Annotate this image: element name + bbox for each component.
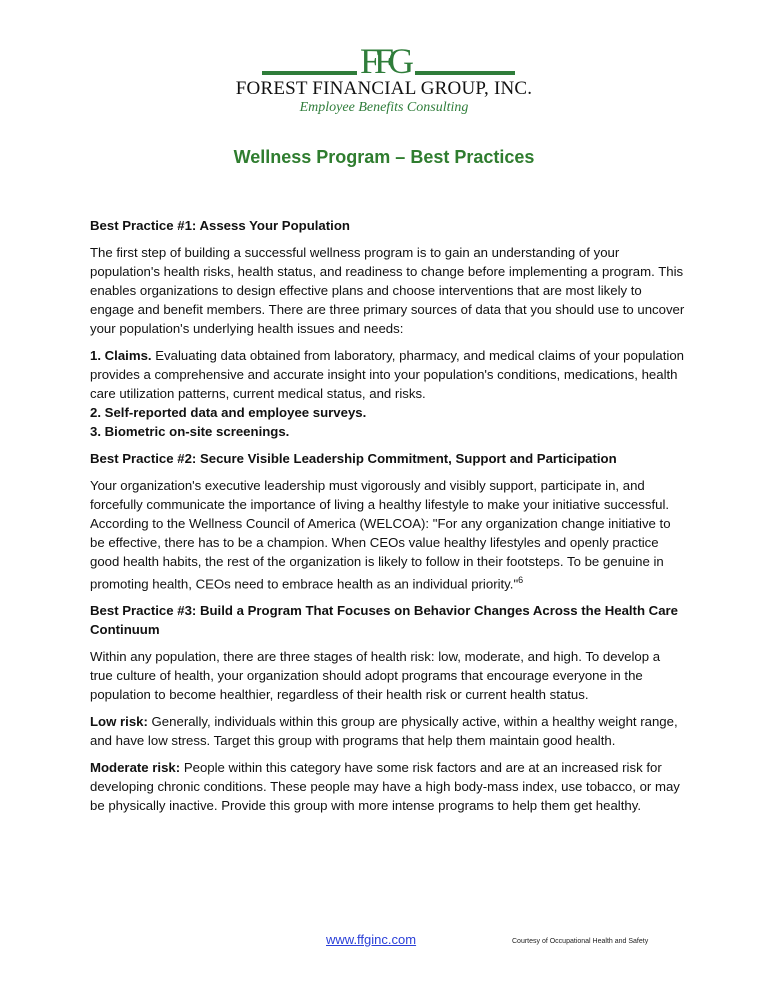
bp1-heading: Best Practice #1: Assess Your Population — [90, 218, 350, 233]
bp3-heading: Best Practice #3: Build a Program That Focuses on Behavior Changes Across the Health Care Continuum — [90, 603, 678, 638]
page-title: Wellness Program – Best Practices — [233, 147, 535, 167]
website-link[interactable]: www.ffginc.com — [326, 932, 417, 947]
low-risk-text: Generally, individuals within this group are physically active, within a healthy weight range, and have low stress. Target this group with programs that help them maintain good health. — [90, 714, 678, 749]
bp3-low-risk — [90, 712, 685, 750]
bp1-item-1-text: Evaluating data obtained from laboratory, pharmacy, and medical claims of your population provides a comprehensive and accurate insight into your population's conditions, medications, health care utilization patterns, current medical status, and risks. — [90, 348, 685, 401]
low-risk-label: Low risk: — [90, 714, 148, 730]
logo-mark: FFG — [360, 41, 409, 81]
company-logo — [0, 38, 768, 128]
moderate-risk-label: Moderate risk: — [90, 760, 181, 776]
bp2-footnote: 6 — [518, 575, 524, 585]
bp1-item-1-label: 1. Claims. — [90, 348, 152, 363]
bp1-item-1 — [90, 346, 685, 403]
bp2-body-text: Your organization's executive leadership must vigorously and visibly support, participate in, and forcefully communicate the importance of living a healthy lifestyle to make your initiative successful. According to the Wellness Council of America (WELCOA): "For any organization change initiative to be effective, there has to be a champion. When CEOs value healthy lifestyles and openly practice good health habits, the rest of the organization is likely to follow in their footsteps. To be genuine in promoting health, CEOs need to embrace health as an individual priority." — [90, 478, 671, 592]
bp1-item-3: 3. Biometric on-site screenings. — [90, 424, 290, 439]
bp1-item-2: 2. Self-reported data and employee surveys. — [90, 405, 367, 420]
bp2-body — [90, 476, 685, 593]
logo-rule-right — [415, 71, 515, 75]
company-name: FOREST FINANCIAL GROUP, INC. — [235, 78, 533, 99]
bp3-moderate-risk — [90, 758, 685, 815]
company-tagline: Employee Benefits Consulting — [299, 100, 469, 115]
moderate-risk-text: People within this category have some risk factors and are at an increased risk for developing chronic conditions. These people may have a high body-mass index, use tobacco, or may be physically inactive. Provide this group with more intense programs to help them get healthy. — [90, 760, 680, 814]
source-credit: Courtesy of Occupational Health and Safety — [512, 938, 649, 945]
document-body — [90, 216, 685, 823]
logo-rule-left — [262, 71, 357, 75]
bp3-body: Within any population, there are three stages of health risk: low, moderate, and high. To develop a true culture of health, your organization should adopt programs that encourage everyone in the population to become healthier, regardless of their health risk or current health status. — [90, 649, 661, 703]
bp2-heading: Best Practice #2: Secure Visible Leadership Commitment, Support and Participation — [90, 451, 617, 466]
bp1-intro: The first step of building a successful wellness program is to gain an understanding of your population's health risks, health status, and readiness to change before implementing a program. This enables organizations to design effective plans and choose interventions that are most likely to engage and benefit members. There are three primary sources of data that you should use to uncover your population's underlying health issues and needs: — [90, 245, 685, 336]
